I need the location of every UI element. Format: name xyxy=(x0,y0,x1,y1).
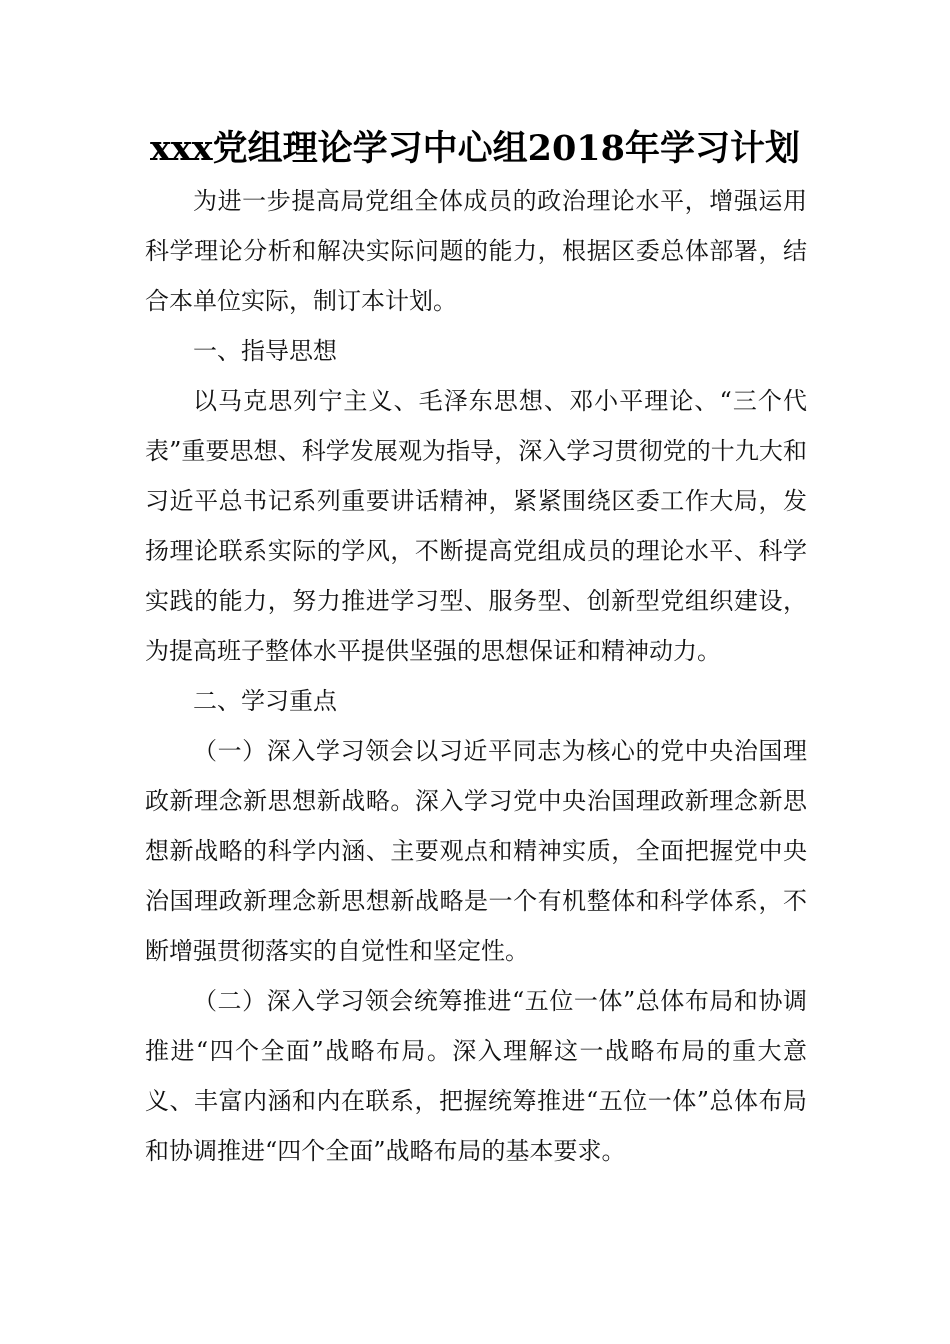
study-focus-item-2: （二）深入学习领会统筹推进“五位一体”总体布局和协调推进“四个全面”战略布局。深入理解这一战略布局的重大意义、丰富内涵和内在联系，把握统筹推进“五位一体”总体布局和协调推进“四个全面”战略布局的基本要求。 xyxy=(145,987,807,1165)
section-heading-guiding-thought: 一、指导思想 xyxy=(193,337,337,365)
study-focus-item-1: （一）深入学习领会以习近平同志为核心的党中央治国理政新理念新思想新战略。深入学习党中央治国理政新理念新思想新战略的科学内涵、主要观点和精神实质，全面把握党中央治国理政新理念新思想新战略是一个有机整体和科学体系，不断增强贯彻落实的自觉性和坚定性。 xyxy=(145,737,807,965)
document-body xyxy=(145,176,807,1176)
intro-paragraph: 为进一步提高局党组全体成员的政治理论水平，增强运用科学理论分析和解决实际问题的能力，根据区委总体部署，结合本单位实际，制订本计划。 xyxy=(145,187,807,315)
section-heading-study-focus: 二、学习重点 xyxy=(193,687,337,715)
guiding-thought-paragraph: 以马克思列宁主义、毛泽东思想、邓小平理论、“三个代表”重要思想、科学发展观为指导，深入学习贯彻党的十九大和习近平总书记系列重要讲话精神，紧紧围绕区委工作大局，发扬理论联系实际的学风，不断提高党组成员的理论水平、科学实践的能力，努力推进学习型、服务型、创新型党组织建设，为提高班子整体水平提供坚强的思想保证和精神动力。 xyxy=(145,387,807,665)
document-title: xxx党组理论学习中心组2018年学习计划 xyxy=(149,128,800,169)
